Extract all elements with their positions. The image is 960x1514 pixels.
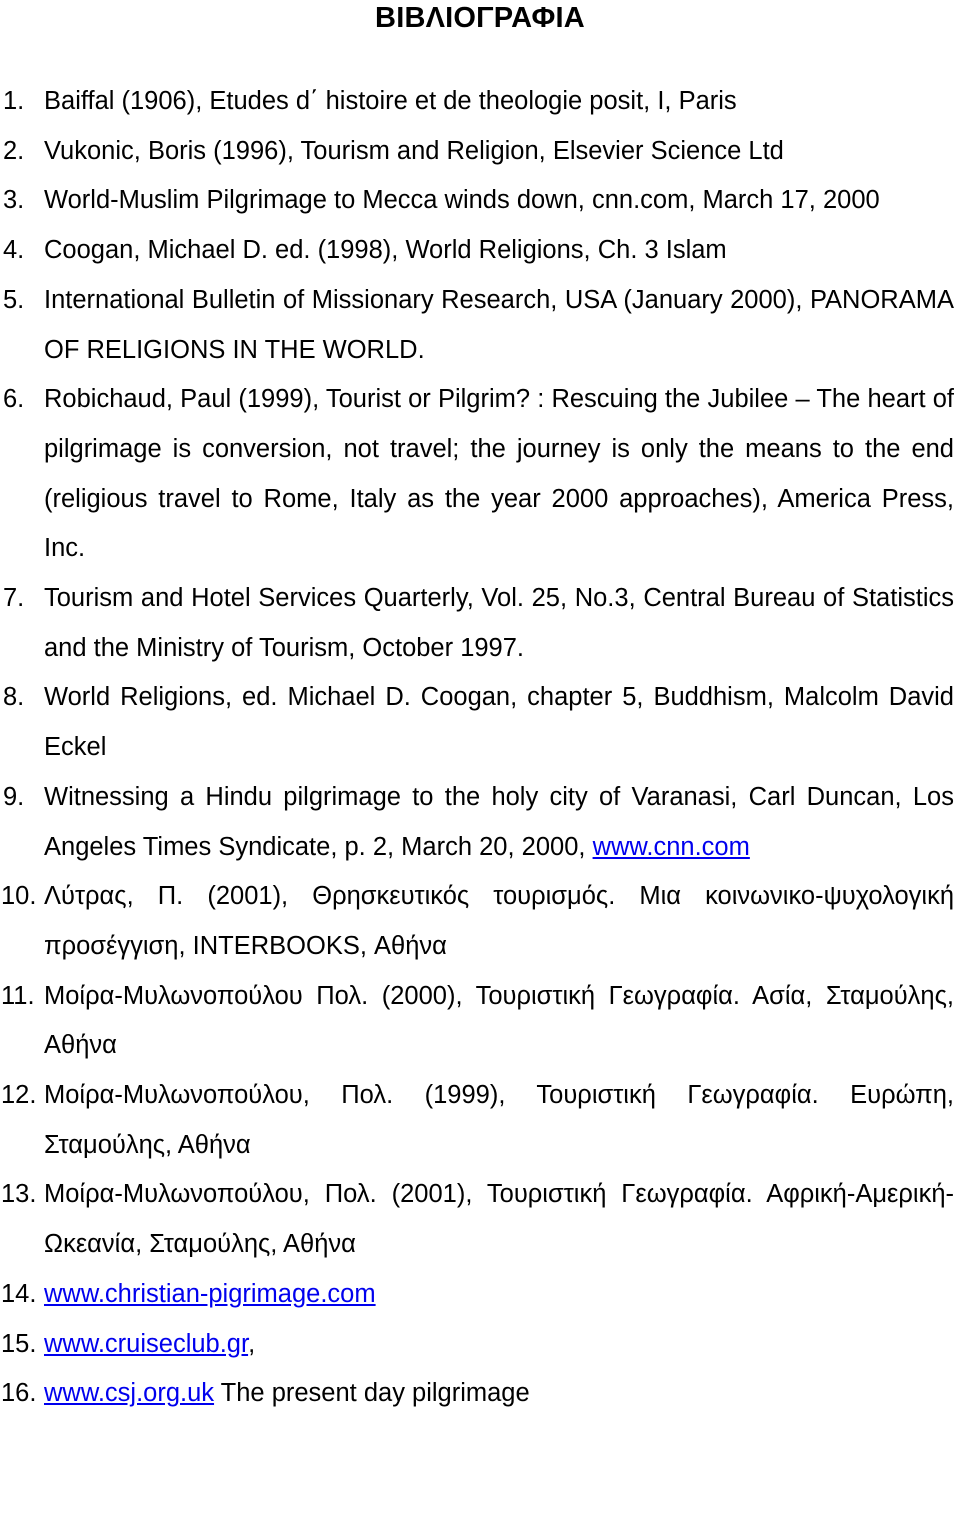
reference-number: 3.	[3, 186, 25, 215]
reference-item	[0, 375, 954, 574]
reference-number: 11.	[1, 981, 35, 1010]
reference-number: 4.	[3, 236, 25, 265]
reference-item	[0, 673, 954, 772]
reference-text: Robichaud, Paul (1999), Tourist or Pilgrim? : Rescuing the Jubilee – The heart of pilgrimage is conversion, not travel; the journey is only the means to the end (religious travel to Rome, Italy as the year 2000 approaches), America Press, Inc.	[44, 385, 954, 563]
reference-link-csj[interactable]: www.csj.org.uk	[44, 1379, 215, 1408]
reference-number: 8.	[3, 683, 25, 712]
reference-item	[0, 773, 954, 872]
reference-text: Vukonic, Boris (1996), Tourism and Religion, Elsevier Science Ltd	[44, 136, 784, 165]
reference-text: Tourism and Hotel Services Quarterly, Vol. 25, No.3, Central Bureau of Statistics and the Ministry of Tourism, October 1997.	[44, 584, 954, 662]
reference-number: 9.	[3, 782, 25, 811]
reference-text: Μοίρα-Μυλωνοπούλου, Πολ. (1999), Τουριστική Γεωγραφία. Ευρώπη, Σταμούλης, Αθήνα	[44, 1081, 954, 1159]
reference-item	[0, 226, 954, 276]
reference-text: Coogan, Michael D. ed. (1998), World Religions, Ch. 3 Islam	[44, 236, 727, 265]
reference-text: Witnessing a Hindu pilgrimage to the holy city of Varanasi, Carl Duncan, Los Angeles Times Syndicate, p. 2, March 20, 2000,	[44, 782, 954, 861]
reference-number: 15.	[1, 1329, 37, 1358]
reference-item	[0, 77, 954, 127]
reference-text: World-Muslim Pilgrimage to Mecca winds down, cnn.com, March 17, 2000	[44, 186, 880, 215]
reference-item	[0, 1071, 954, 1170]
reference-text: Μοίρα-Μυλωνοπούλου, Πολ. (2001), Τουριστική Γεωγραφία. Αφρική-Αμερική-Ωκεανία, Σταμούλης, Αθήνα	[44, 1180, 954, 1259]
reference-number: 1.	[3, 87, 25, 115]
reference-number: 13.	[1, 1180, 37, 1209]
reference-number: 2.	[3, 136, 25, 165]
reference-item	[0, 574, 954, 673]
reference-text: International Bulletin of Missionary Research, USA (January 2000), PANORAMA OF RELIGIONS IN THE WORLD.	[44, 285, 954, 364]
reference-text: Baiffal (1906), Etudes d΄ histoire et de theologie posit, I, Paris	[44, 87, 737, 115]
reference-link-cruiseclub[interactable]: www.cruiseclub.gr	[44, 1329, 249, 1358]
reference-item	[0, 1320, 954, 1370]
reference-number: 5.	[3, 285, 25, 314]
reference-text: Λύτρας, Π. (2001), Θρησκευτικός τουρισμός. Μια κοινωνικο-ψυχολογική προσέγγιση, INTERBOOKS, Αθήνα	[44, 882, 954, 960]
reference-text: Μοίρα-Μυλωνοπούλου Πολ. (2000), Τουριστική Γεωγραφία. Ασία, Σταμούλης, Αθήνα	[44, 981, 954, 1060]
reference-list	[0, 77, 954, 1419]
reference-item	[0, 176, 954, 226]
reference-item	[0, 276, 954, 375]
reference-number: 14.	[1, 1279, 37, 1308]
reference-number: 16.	[1, 1379, 37, 1408]
reference-item	[0, 127, 954, 177]
reference-text: The present day pilgrimage	[214, 1379, 530, 1408]
reference-item	[0, 972, 954, 1071]
reference-item	[0, 1270, 954, 1320]
reference-link-christian-pilgrimage[interactable]: www.christian-pigrimage.com	[44, 1279, 376, 1308]
reference-text: ,	[248, 1329, 256, 1358]
reference-number: 10.	[1, 882, 37, 911]
reference-item	[0, 1369, 954, 1419]
page-title: ΒΙΒΛΙΟΓΡΑΦΙΑ	[375, 2, 585, 34]
reference-text: World Religions, ed. Michael D. Coogan, chapter 5, Buddhism, Malcolm David Eckel	[44, 683, 954, 762]
reference-number: 6.	[3, 385, 25, 414]
reference-item	[0, 872, 954, 971]
reference-number: 12.	[1, 1081, 37, 1110]
reference-link-cnn[interactable]: www.cnn.com	[592, 832, 750, 861]
reference-item	[0, 1170, 954, 1269]
reference-number: 7.	[3, 584, 25, 613]
